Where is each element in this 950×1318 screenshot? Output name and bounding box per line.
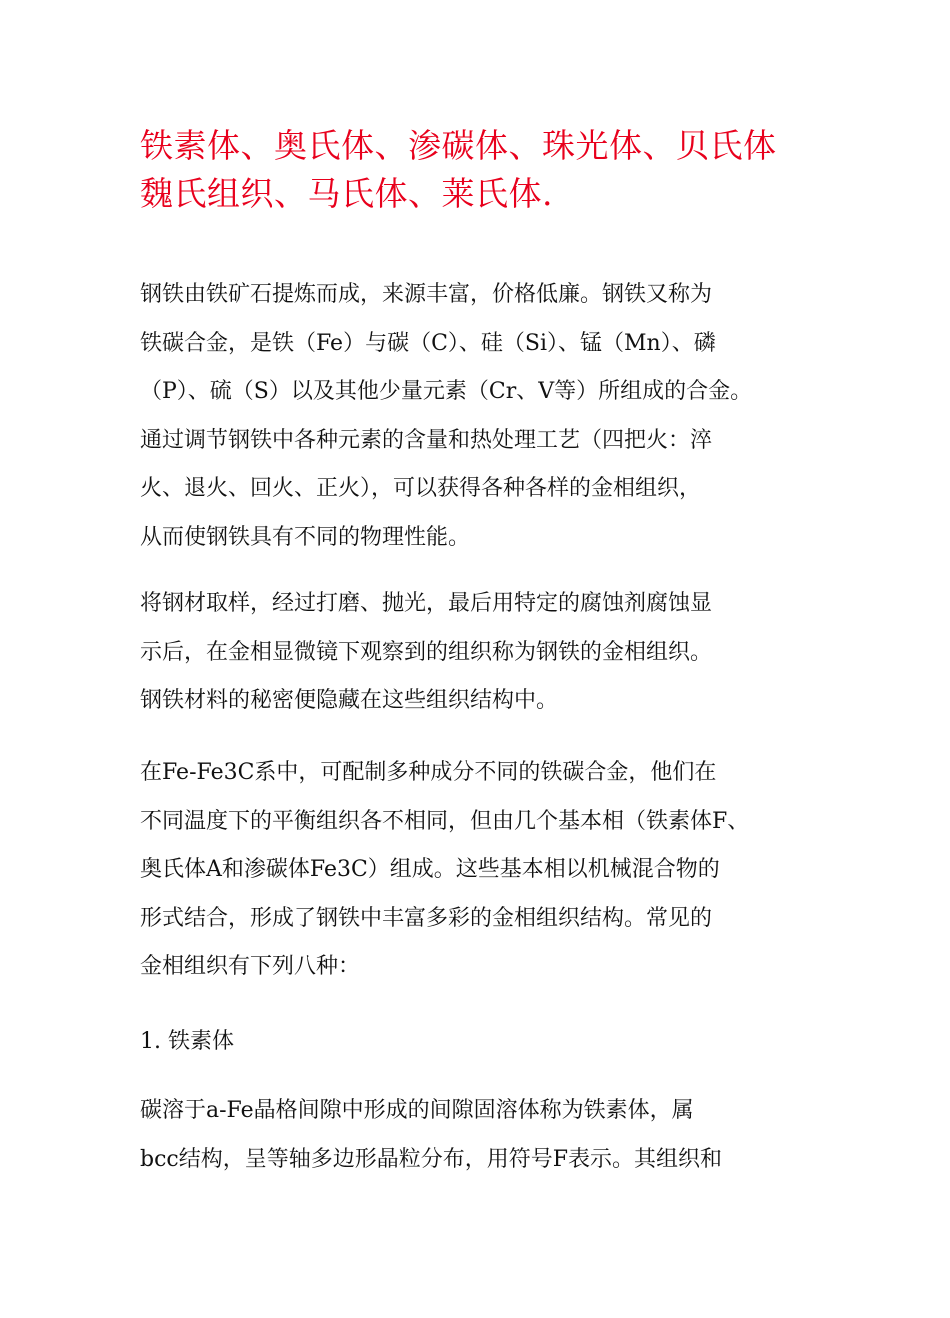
document-title <box>140 122 840 218</box>
text-line: （P）、硫（S）以及其他少量元素（Cr、V等）所组成的合金。 <box>140 379 753 404</box>
text-line: bcc结构，呈等轴多边形晶粒分布，用符号F表示。其组织和 <box>140 1146 722 1172</box>
text-line: 钢铁材料的秘密便隐藏在这些组织结构中。 <box>140 688 559 713</box>
title-line: 铁素体、奥氏体、渗碳体、珠光体、贝氏体 <box>140 126 777 165</box>
text-line: 从而使钢铁具有不同的物理性能。 <box>140 524 471 550</box>
paragraph-sampling <box>140 580 820 726</box>
text-line: 将钢材取样，经过打磨、抛光，最后用特定的腐蚀剂腐蚀显 <box>140 591 713 616</box>
text-line: 铁碳合金，是铁（Fe）与碳（C）、硅（Si）、锰（Mn）、磷 <box>140 330 716 356</box>
text-line: 示后，在金相显微镜下观察到的组织称为钢铁的金相组织。 <box>140 639 713 665</box>
text-line: 奥氏体A和渗碳体Fe3C）组成。这些基本相以机械混合物的 <box>140 857 720 882</box>
paragraph-ferrite <box>140 1087 820 1184</box>
text-line: 形式结合，形成了钢铁中丰富多彩的金相组织结构。常见的 <box>140 905 713 931</box>
text-line: 不同温度下的平衡组织各不相同，但由几个基本相（铁素体F、 <box>140 808 750 834</box>
text-line: 通过调节钢铁中各种元素的含量和热处理工艺（四把火：淬 <box>140 427 713 453</box>
text-line: 碳溶于a-Fe晶格间隙中形成的间隙固溶体称为铁素体，属 <box>140 1098 694 1123</box>
heading-line: 1. 铁素体 <box>140 1029 234 1054</box>
paragraph-phases <box>140 749 820 992</box>
section-heading-ferrite <box>140 1018 820 1067</box>
paragraph-intro <box>140 271 820 562</box>
text-line: 金相组织有下列八种： <box>140 954 361 979</box>
text-line: 火、退火、回火、正火），可以获得各种各样的金相组织， <box>140 476 702 501</box>
title-line: 魏氏组织、马氏体、莱氏体. <box>140 174 553 213</box>
text-line: 在Fe-Fe3C系中，可配制多种成分不同的铁碳合金，他们在 <box>140 760 717 785</box>
text-line: 钢铁由铁矿石提炼而成，来源丰富，价格低廉。钢铁又称为 <box>140 282 713 307</box>
